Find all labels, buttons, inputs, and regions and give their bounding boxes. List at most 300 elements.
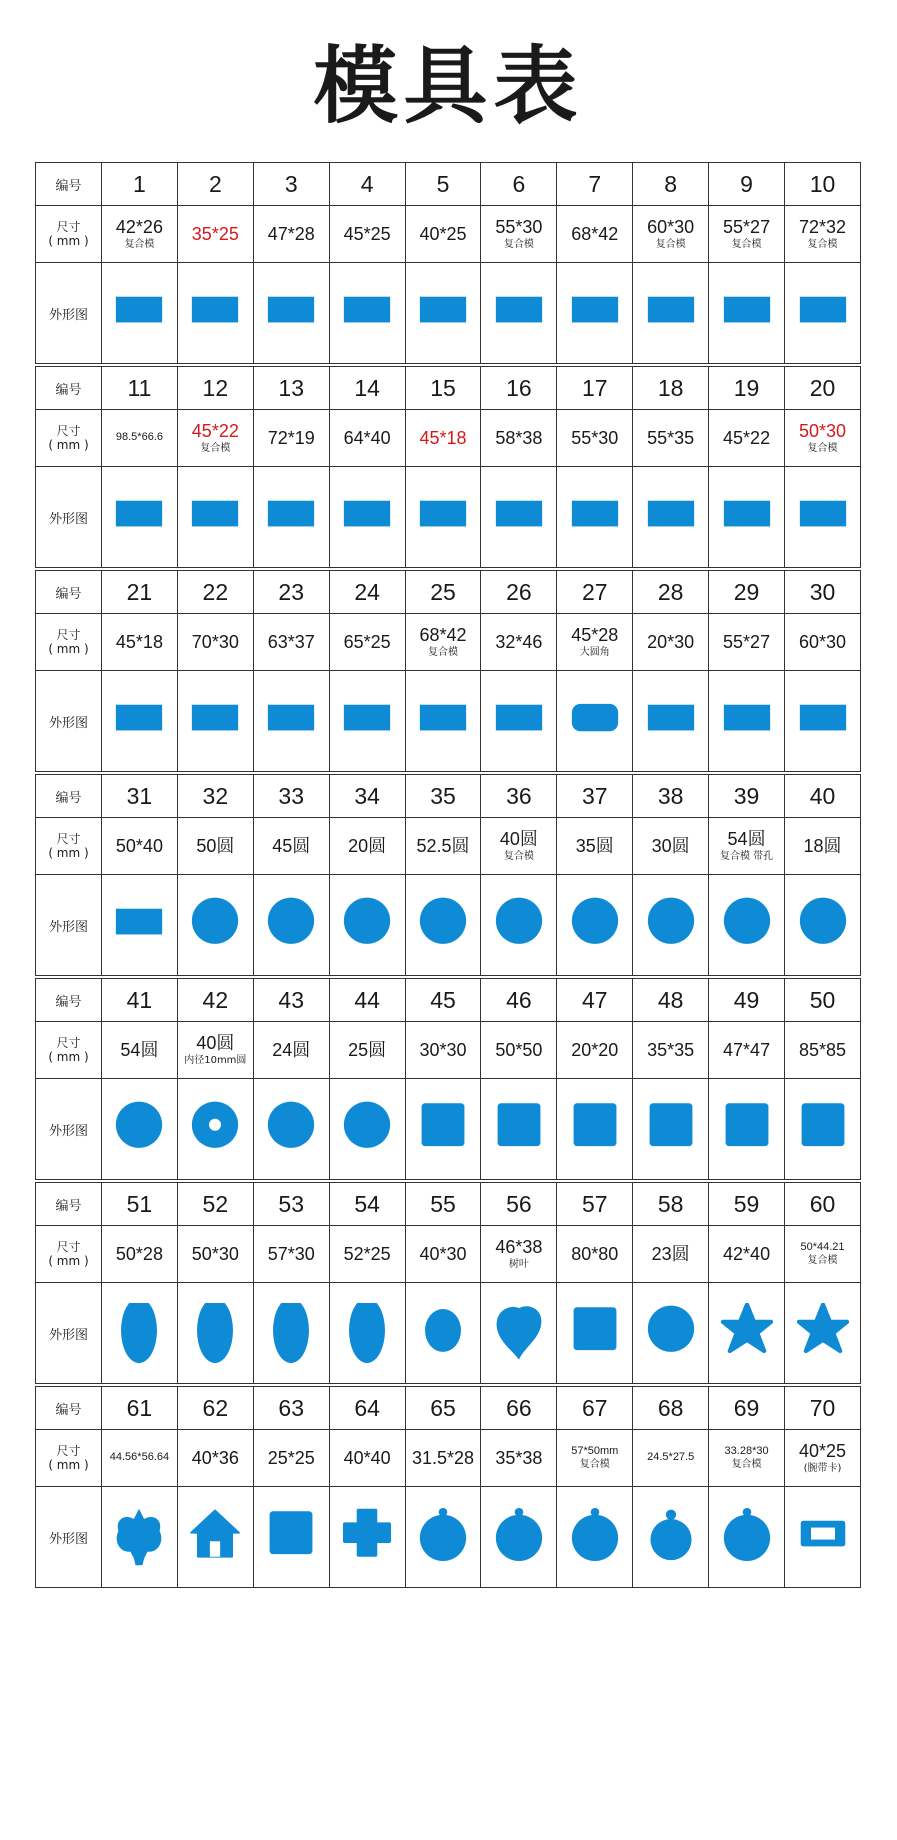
circle-shape-icon	[793, 895, 853, 955]
rect-shape-icon	[413, 691, 473, 751]
mold-note: 复合模	[579, 1459, 610, 1471]
rect-shape-icon	[109, 283, 169, 343]
mold-shape	[785, 1079, 861, 1180]
circle-shape-icon	[185, 895, 245, 955]
mold-number: 63	[253, 1387, 329, 1430]
mold-size: 52*25	[329, 1226, 405, 1283]
size-label: 尺寸 ( mm )	[36, 818, 102, 875]
mold-size: 50*50	[481, 1022, 557, 1079]
mold-size: 24圆	[253, 1022, 329, 1079]
mold-number: 33	[253, 775, 329, 818]
rect-shape-icon	[185, 691, 245, 751]
rect-shape-icon	[489, 487, 549, 547]
mold-shape	[253, 671, 329, 772]
mold-size: 52.5圆	[405, 818, 481, 875]
mold-note: 复合模	[200, 442, 231, 454]
page-title: 模具表	[313, 37, 584, 135]
mold-shape	[102, 467, 178, 568]
mold-number: 21	[102, 571, 178, 614]
rect-shape-icon	[489, 283, 549, 343]
mold-size: 40圆 复合模	[481, 818, 557, 875]
mold-shape	[177, 875, 253, 976]
mold-shape	[405, 1079, 481, 1180]
rect-shape-icon	[413, 487, 473, 547]
mold-number: 7	[557, 163, 633, 206]
mold-number: 23	[253, 571, 329, 614]
mold-number: 24	[329, 571, 405, 614]
mold-shape	[709, 467, 785, 568]
mold-note: 复合模	[807, 238, 838, 250]
mold-shape	[557, 875, 633, 976]
mold-number: 5	[405, 163, 481, 206]
oval-shape-icon	[109, 1303, 169, 1363]
mold-number: 64	[329, 1387, 405, 1430]
mold-number: 35	[405, 775, 481, 818]
mold-number: 70	[785, 1387, 861, 1430]
mold-size: 72*19	[253, 410, 329, 467]
mold-size: 45*22	[709, 410, 785, 467]
mold-note: 复合模 带孔	[719, 850, 774, 862]
mold-size: 46*38 树叶	[481, 1226, 557, 1283]
mold-table-5	[35, 978, 861, 1180]
mold-shape	[329, 1079, 405, 1180]
mold-number: 45	[405, 979, 481, 1022]
mold-size: 44.56*56.64	[102, 1430, 178, 1487]
mold-shape	[102, 671, 178, 772]
mold-size: 63*37	[253, 614, 329, 671]
number-label: 编号	[36, 571, 102, 614]
mold-number: 68	[633, 1387, 709, 1430]
mold-shape	[557, 467, 633, 568]
mold-number: 16	[481, 367, 557, 410]
mold-number: 27	[557, 571, 633, 614]
shape-label: 外形图	[36, 875, 102, 976]
mold-number: 61	[102, 1387, 178, 1430]
mold-shape	[253, 1079, 329, 1180]
smalloval-shape-icon	[413, 1303, 473, 1363]
mold-size: 32*46	[481, 614, 557, 671]
mold-number: 66	[481, 1387, 557, 1430]
mold-number: 10	[785, 163, 861, 206]
mold-size: 23圆	[633, 1226, 709, 1283]
mold-shape	[633, 1487, 709, 1588]
rect-shape-icon	[109, 487, 169, 547]
mold-size: 40圆 内径10mm圆	[177, 1022, 253, 1079]
mold-number: 43	[253, 979, 329, 1022]
mold-size: 54圆	[102, 1022, 178, 1079]
mold-size: 33.28*30 复合模	[709, 1430, 785, 1487]
mold-size: 85*85	[785, 1022, 861, 1079]
mold-shape	[557, 671, 633, 772]
size-label: 尺寸 ( mm )	[36, 1430, 102, 1487]
rect-shape-icon	[261, 691, 321, 751]
mold-number: 18	[633, 367, 709, 410]
mold-shape	[481, 1079, 557, 1180]
square-shape-icon	[717, 1099, 777, 1159]
mold-shape	[557, 1487, 633, 1588]
mold-number: 44	[329, 979, 405, 1022]
square-shape-icon	[413, 1099, 473, 1159]
mold-shape	[177, 671, 253, 772]
oval-shape-icon	[337, 1303, 397, 1363]
mold-shape	[405, 671, 481, 772]
mold-shape	[633, 467, 709, 568]
mold-size: 68*42	[557, 206, 633, 263]
mold-shape	[633, 1283, 709, 1384]
mold-number: 54	[329, 1183, 405, 1226]
mold-number: 46	[481, 979, 557, 1022]
mold-note: 大圆角	[579, 646, 610, 658]
mold-shape	[785, 1487, 861, 1588]
rect-shape-icon	[565, 487, 625, 547]
mold-table-3	[35, 570, 861, 772]
mold-number: 28	[633, 571, 709, 614]
mold-number: 14	[329, 367, 405, 410]
mold-size: 20圆	[329, 818, 405, 875]
star-shape-icon	[793, 1303, 853, 1363]
rect-shape-icon	[793, 487, 853, 547]
mold-shape	[481, 263, 557, 364]
circle-shape-icon	[717, 895, 777, 955]
mold-shape	[709, 263, 785, 364]
mold-shape	[253, 875, 329, 976]
mold-shape	[481, 467, 557, 568]
number-label: 编号	[36, 775, 102, 818]
mold-size: 18圆	[785, 818, 861, 875]
circle-shape-icon	[337, 895, 397, 955]
ring-shape-icon	[185, 1099, 245, 1159]
mold-shape	[481, 875, 557, 976]
size-label: 尺寸 ( mm )	[36, 410, 102, 467]
rect-shape-icon	[489, 691, 549, 751]
mold-shape	[481, 671, 557, 772]
mold-size: 50圆	[177, 818, 253, 875]
tag-shape-icon	[489, 1507, 549, 1567]
mold-size: 25*25	[253, 1430, 329, 1487]
mold-number: 62	[177, 1387, 253, 1430]
circle-shape-icon	[337, 1099, 397, 1159]
square-shape-icon	[641, 1099, 701, 1159]
mold-shape	[329, 671, 405, 772]
mold-shape	[102, 1487, 178, 1588]
rect-shape-icon	[793, 283, 853, 343]
shape-label: 外形图	[36, 1283, 102, 1384]
mold-number: 30	[785, 571, 861, 614]
mold-shape	[102, 875, 178, 976]
mold-size: 30*30	[405, 1022, 481, 1079]
mold-number: 55	[405, 1183, 481, 1226]
mold-size: 31.5*28	[405, 1430, 481, 1487]
mold-size: 60*30	[785, 614, 861, 671]
rect-shape-icon	[337, 691, 397, 751]
mold-number: 9	[709, 163, 785, 206]
mold-shape	[253, 467, 329, 568]
circle-shape-icon	[565, 895, 625, 955]
mold-number: 31	[102, 775, 178, 818]
mold-shape	[329, 263, 405, 364]
mold-shape	[709, 875, 785, 976]
mold-number: 47	[557, 979, 633, 1022]
band-shape-icon	[793, 1507, 853, 1567]
leaf-shape-icon	[489, 1303, 549, 1363]
mold-size: 65*25	[329, 614, 405, 671]
mold-number: 1	[102, 163, 178, 206]
circle-shape-icon	[261, 895, 321, 955]
mold-number: 17	[557, 367, 633, 410]
circle-shape-icon	[261, 1099, 321, 1159]
mold-shape	[329, 1283, 405, 1384]
mold-table-2	[35, 366, 861, 568]
mold-size: 40*25	[405, 206, 481, 263]
mold-number: 51	[102, 1183, 178, 1226]
number-label: 编号	[36, 1387, 102, 1430]
mold-number: 52	[177, 1183, 253, 1226]
circle-shape-icon	[641, 895, 701, 955]
mold-shape	[557, 1079, 633, 1180]
mold-shape	[405, 263, 481, 364]
mold-note: 复合模	[807, 1255, 838, 1267]
mold-shape	[329, 875, 405, 976]
tag-shape-icon	[717, 1507, 777, 1567]
mold-size: 50*40	[102, 818, 178, 875]
mold-size: 45*25	[329, 206, 405, 263]
mold-number: 20	[785, 367, 861, 410]
mold-size: 98.5*66.6	[102, 410, 178, 467]
number-label: 编号	[36, 163, 102, 206]
mold-size: 60*30 复合模	[633, 206, 709, 263]
mold-shape	[481, 1487, 557, 1588]
square-shape-icon	[565, 1099, 625, 1159]
mold-shape	[102, 1079, 178, 1180]
mold-size: 55*30 复合模	[481, 206, 557, 263]
mold-note: 复合模	[503, 238, 534, 250]
mold-size: 30圆	[633, 818, 709, 875]
mold-size: 55*35	[633, 410, 709, 467]
size-label: 尺寸 ( mm )	[36, 1226, 102, 1283]
shape-label: 外形图	[36, 1487, 102, 1588]
mold-number: 40	[785, 775, 861, 818]
mold-size: 25圆	[329, 1022, 405, 1079]
rect-shape-icon	[565, 283, 625, 343]
mold-size: 45*28 大圆角	[557, 614, 633, 671]
star-shape-icon	[717, 1303, 777, 1363]
rect-shape-icon	[185, 283, 245, 343]
number-label: 编号	[36, 979, 102, 1022]
mold-number: 29	[709, 571, 785, 614]
mold-shape	[329, 1487, 405, 1588]
mold-size: 70*30	[177, 614, 253, 671]
mold-shape	[709, 671, 785, 772]
mold-size: 40*36	[177, 1430, 253, 1487]
mold-size: 40*30	[405, 1226, 481, 1283]
rect-shape-icon	[185, 487, 245, 547]
square-shape-icon	[565, 1303, 625, 1363]
mold-number: 19	[709, 367, 785, 410]
rect-shape-icon	[337, 283, 397, 343]
mold-size: 50*30 复合模	[785, 410, 861, 467]
mold-size: 72*32 复合模	[785, 206, 861, 263]
rect-shape-icon	[337, 487, 397, 547]
mold-note: (腕带卡)	[803, 1462, 842, 1474]
number-label: 编号	[36, 367, 102, 410]
mold-size: 68*42 复合模	[405, 614, 481, 671]
mold-size: 50*30	[177, 1226, 253, 1283]
mold-number: 37	[557, 775, 633, 818]
size-label: 尺寸 ( mm )	[36, 614, 102, 671]
mold-number: 32	[177, 775, 253, 818]
mold-shape	[253, 1283, 329, 1384]
shape-label: 外形图	[36, 263, 102, 364]
circle-shape-icon	[489, 895, 549, 955]
mold-number: 50	[785, 979, 861, 1022]
mold-size: 35圆	[557, 818, 633, 875]
mold-note: 树叶	[508, 1258, 529, 1270]
mold-size: 50*44.21 复合模	[785, 1226, 861, 1283]
size-label: 尺寸 ( mm )	[36, 1022, 102, 1079]
square-shape-icon	[261, 1507, 321, 1567]
bear-shape-icon	[109, 1507, 169, 1567]
mold-number: 2	[177, 163, 253, 206]
rect-shape-icon	[717, 691, 777, 751]
mold-note: 复合模	[428, 646, 458, 658]
mold-shape	[177, 1487, 253, 1588]
mold-shape	[709, 1487, 785, 1588]
mold-number: 38	[633, 775, 709, 818]
shape-label: 外形图	[36, 467, 102, 568]
mold-note: 内径10mm圆	[184, 1054, 247, 1066]
mold-size: 57*50mm 复合模	[557, 1430, 633, 1487]
rect-shape-icon	[717, 283, 777, 343]
tagsmall-shape-icon	[641, 1507, 701, 1567]
mold-number: 58	[633, 1183, 709, 1226]
mold-number: 53	[253, 1183, 329, 1226]
mold-size: 80*80	[557, 1226, 633, 1283]
mold-number: 6	[481, 163, 557, 206]
mold-shape	[177, 263, 253, 364]
rect-shape-icon	[109, 895, 169, 955]
rect-shape-icon	[109, 691, 169, 751]
mold-shape	[329, 467, 405, 568]
mold-size: 47*47	[709, 1022, 785, 1079]
mold-size: 55*30	[557, 410, 633, 467]
mold-shape	[785, 467, 861, 568]
mold-shape	[481, 1283, 557, 1384]
oval-shape-icon	[185, 1303, 245, 1363]
mold-shape	[709, 1283, 785, 1384]
mold-number: 48	[633, 979, 709, 1022]
mold-number: 34	[329, 775, 405, 818]
mold-size: 20*30	[633, 614, 709, 671]
mold-size: 54圆 复合模 带孔	[709, 818, 785, 875]
tag-shape-icon	[413, 1507, 473, 1567]
circle-shape-icon	[641, 1303, 701, 1363]
mold-number: 60	[785, 1183, 861, 1226]
square-shape-icon	[489, 1099, 549, 1159]
mold-shape	[709, 1079, 785, 1180]
cross-shape-icon	[337, 1507, 397, 1567]
mold-number: 8	[633, 163, 709, 206]
mold-shape	[785, 263, 861, 364]
rect-shape-icon	[641, 691, 701, 751]
mold-note: 复合模	[124, 238, 155, 250]
mold-number: 26	[481, 571, 557, 614]
mold-table-4	[35, 774, 861, 976]
mold-shape	[102, 1283, 178, 1384]
mold-shape	[177, 1283, 253, 1384]
mold-note: 复合模	[503, 850, 534, 862]
mold-size: 40*25 (腕带卡)	[785, 1430, 861, 1487]
mold-shape	[785, 671, 861, 772]
number-label: 编号	[36, 1183, 102, 1226]
rect-shape-icon	[413, 283, 473, 343]
mold-number: 36	[481, 775, 557, 818]
mold-note: 复合模	[731, 238, 762, 250]
rect-shape-icon	[641, 487, 701, 547]
mold-size: 64*40	[329, 410, 405, 467]
mold-number: 39	[709, 775, 785, 818]
mold-shape	[405, 1283, 481, 1384]
mold-shape	[405, 467, 481, 568]
mold-number: 25	[405, 571, 481, 614]
mold-number: 41	[102, 979, 178, 1022]
mold-note: 复合模	[655, 238, 686, 250]
mold-shape	[557, 263, 633, 364]
mold-number: 59	[709, 1183, 785, 1226]
rect-shape-icon	[641, 283, 701, 343]
mold-table-1	[35, 162, 861, 364]
mold-number: 15	[405, 367, 481, 410]
mold-size: 55*27 复合模	[709, 206, 785, 263]
mold-size: 57*30	[253, 1226, 329, 1283]
rect-shape-icon	[261, 487, 321, 547]
mold-shape	[405, 1487, 481, 1588]
tag-shape-icon	[565, 1507, 625, 1567]
mold-number: 67	[557, 1387, 633, 1430]
mold-number: 69	[709, 1387, 785, 1430]
mold-number: 42	[177, 979, 253, 1022]
square-shape-icon	[793, 1099, 853, 1159]
circle-shape-icon	[413, 895, 473, 955]
mold-shape	[253, 263, 329, 364]
mold-size: 47*28	[253, 206, 329, 263]
mold-number: 3	[253, 163, 329, 206]
mold-shape	[177, 1079, 253, 1180]
mold-size: 45*22 复合模	[177, 410, 253, 467]
mold-number: 4	[329, 163, 405, 206]
mold-number: 49	[709, 979, 785, 1022]
circle-shape-icon	[109, 1099, 169, 1159]
mold-number: 65	[405, 1387, 481, 1430]
mold-size: 45*18	[405, 410, 481, 467]
rect-shape-icon	[261, 283, 321, 343]
mold-shape	[177, 467, 253, 568]
mold-size: 24.5*27.5	[633, 1430, 709, 1487]
mold-size: 45*18	[102, 614, 178, 671]
mold-shape	[633, 1079, 709, 1180]
mold-number: 56	[481, 1183, 557, 1226]
mold-shape	[253, 1487, 329, 1588]
mold-shape	[405, 875, 481, 976]
mold-size: 50*28	[102, 1226, 178, 1283]
mold-number: 11	[102, 367, 178, 410]
mold-size: 58*38	[481, 410, 557, 467]
mold-shape	[102, 263, 178, 364]
mold-number: 22	[177, 571, 253, 614]
shape-label: 外形图	[36, 671, 102, 772]
mold-size: 35*35	[633, 1022, 709, 1079]
mold-shape	[633, 671, 709, 772]
mold-number: 12	[177, 367, 253, 410]
